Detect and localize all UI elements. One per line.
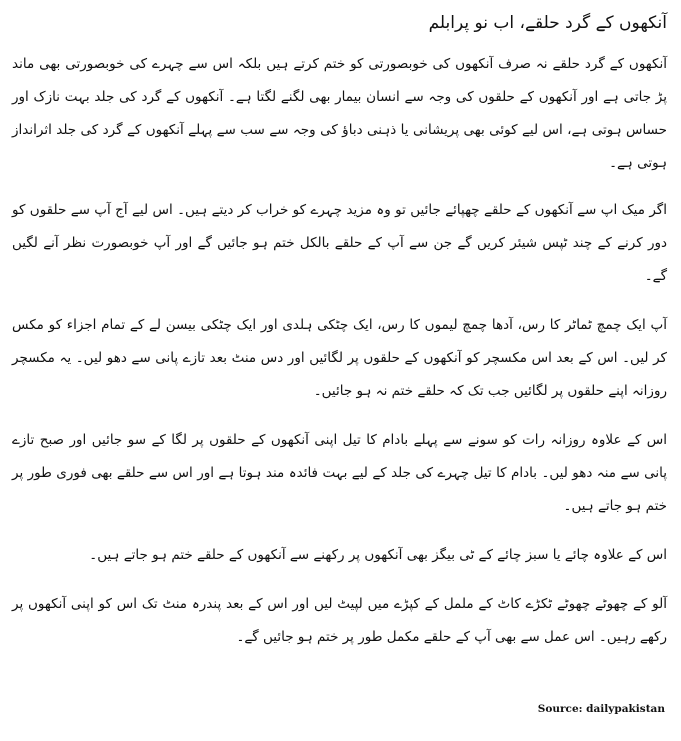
paragraph-almond-oil: اس کے علاوہ روزانہ رات کو سونے سے پہلے بادام کا تیل اپنی آنکھوں کے حلقوں پر لگا کے سو جائیں اور صبح تازے پانی سے منہ دھو لیں۔ بادام کا تیل چہرے کی جلد کے لیے بہت فائدہ مند ہوتا ہے اور اس سے حلقے بھی فوری طور پر ختم ہو جاتے ہیں۔ — [12, 432, 667, 514]
paragraph-tomato-remedy: آپ ایک چمچ ٹماٹر کا رس، آدھا چمچ لیموں کا رس، ایک چٹکی ہلدی اور ایک چٹکی بیسن لے کے تمام اجزاء کو مکس کر لیں۔ اس کے بعد اس مکسچر کو آنکھوں کے حلقوں پر لگائیں اور دس منٹ بعد تازے پانی سے دھو لیں۔ یہ مکسچر روزانہ اپنے حلقوں پر لگائیں جب تک کہ حلقے ختم نہ ہو جائیں۔ — [12, 317, 667, 399]
source-credit: Source: dailypakistan — [537, 703, 665, 715]
paragraph-intro: آنکھوں کے گرد حلقے نہ صرف آنکھوں کی خوبصورتی کو ختم کرتے ہیں بلکہ اس سے چہرے کی خوبصورتی بھی ماند پڑ جاتی ہے اور آنکھوں کے حلقوں کی وجہ سے انسان بیمار بھی لگنے لگتا ہے۔ آنکھوں کے گرد کی جلد بہت نازک اور حساس ہوتی ہے، اس لیے کوئی بھی پریشانی یا ذہنی دباؤ کی وجہ سے سب سے پہلے آنکھوں کے گرد کی جلد اثرانداز ہوتی ہے۔ — [12, 56, 667, 171]
headline: آنکھوں کے گرد حلقے، اب نو پرابلم — [428, 13, 667, 33]
paragraph-potato: آلو کے چھوٹے چھوٹے ٹکڑے کاٹ کے ململ کے کپڑے میں لپیٹ لیں اور اس کے بعد پندرہ منٹ تک اس کو اپنی آنکھوں پر رکھے رہیں۔ اس عمل سے بھی آپ کے حلقے مکمل طور پر ختم ہو جائیں گے۔ — [12, 596, 667, 645]
paragraph-tea-bags: اس کے علاوہ چائے یا سبز چائے کے ٹی بیگز بھی آنکھوں پر رکھنے سے آنکھوں کے حلقے ختم ہو جاتے ہیں۔ — [89, 547, 667, 563]
paragraph-makeup: اگر میک اپ سے آنکھوں کے حلقے چھپائے جائیں تو وہ مزید چہرے کو خراب کر دیتے ہیں۔ اس لیے آج آپ سے حلقوں کو دور کرنے کے چند ٹپس شیئر کریں گے جن سے آپ کے حلقے بالکل ختم ہو جائیں گے اور آپ خوبصورت نظر آنے لگیں گے۔ — [12, 202, 667, 284]
